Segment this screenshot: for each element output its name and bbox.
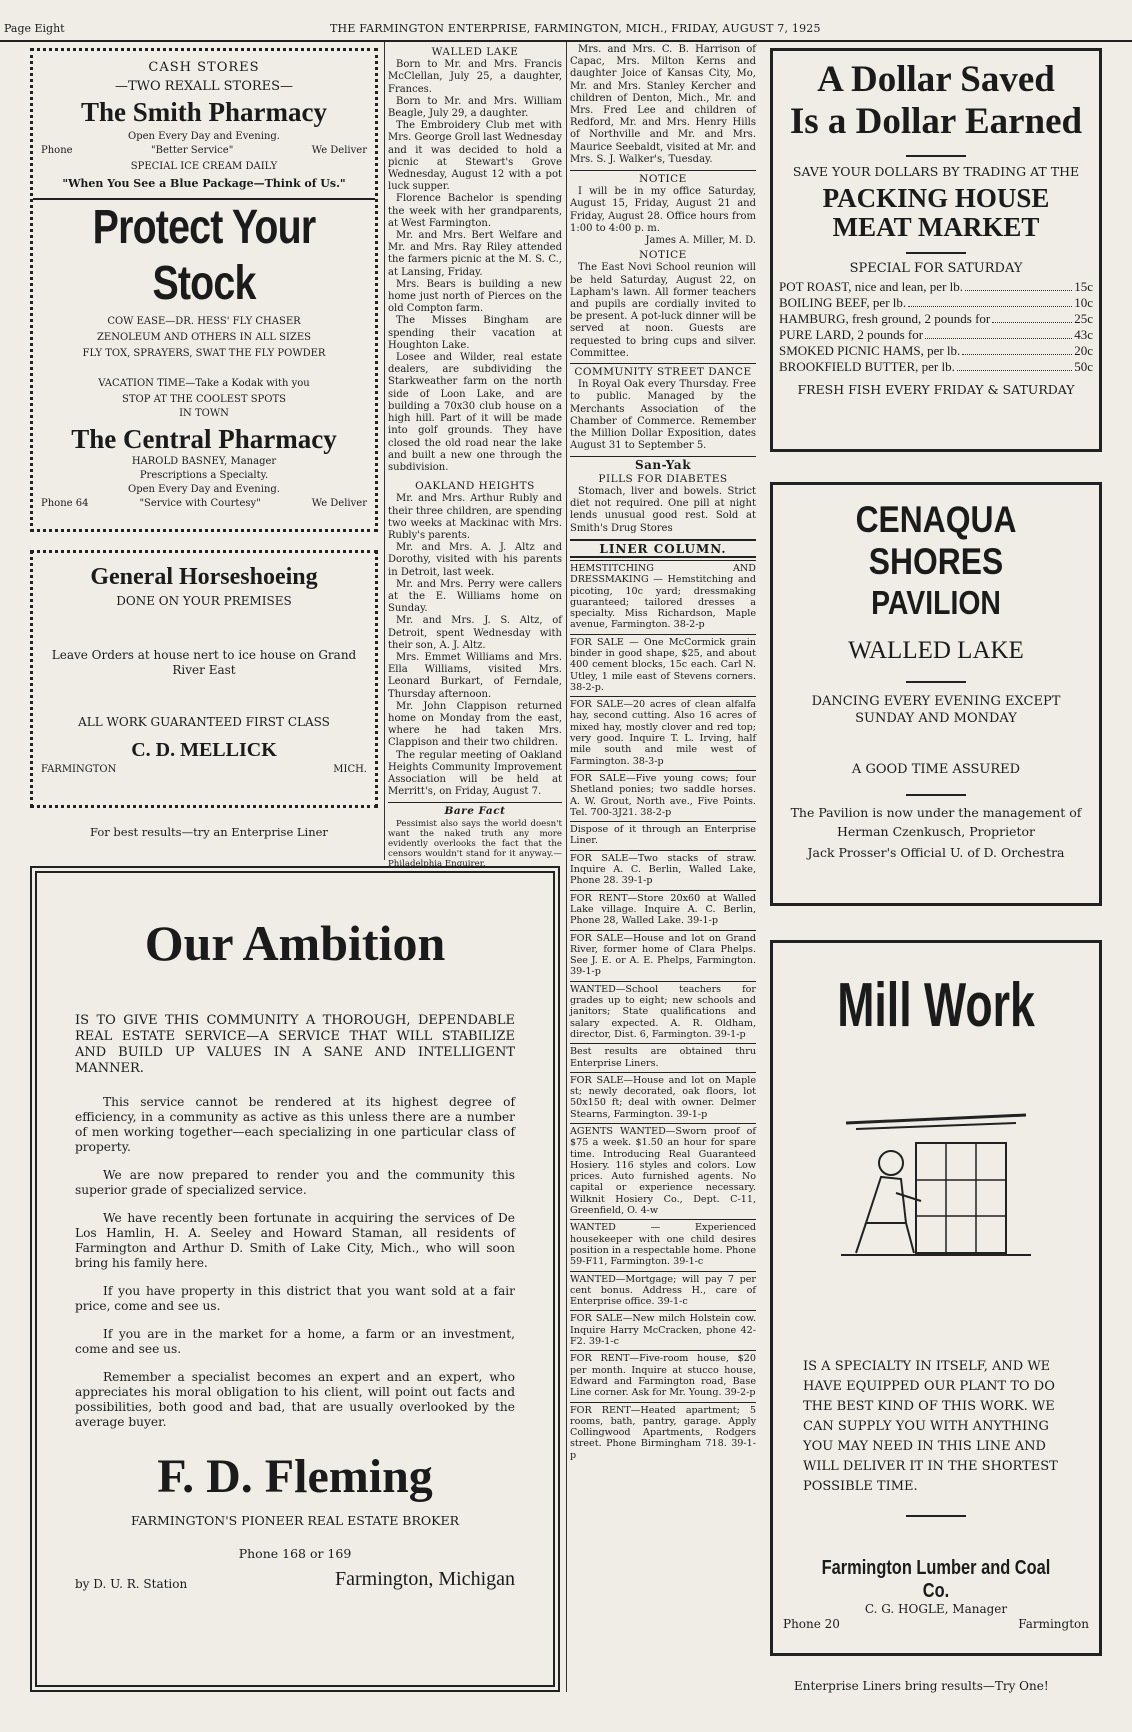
central-line3: FLY TOX, SPRAYERS, SWAT THE FLY POWDER <box>82 348 326 359</box>
price-item-name: BROOKFIELD BUTTER, per lb. <box>779 359 955 374</box>
central-line1: COW EASE—DR. HESS' FLY CHASER <box>107 316 301 327</box>
mellick-city: FARMINGTON <box>41 764 117 775</box>
management: The Pavilion is now under the management of <box>790 805 1082 820</box>
smith-special: SPECIAL ICE CREAM DAILY <box>130 161 278 172</box>
smith-slogan: "When You See a Blue Package—Think of Us." <box>62 177 346 190</box>
smith-service-row <box>41 145 367 157</box>
liner-ad: AGENTS WANTED—Sworn proof of $75 a week. $1.50 an hour for spare time. Introducing Real Guaranteed Hosiery. 116 styles and colors. Low prices. Auto furnished agents. No capital or experience necessary. Wilknit Hosiery Co., Dept. C-11, Greenfield, O. 4-w <box>570 1123 756 1219</box>
mellick-state: MICH. <box>333 764 367 775</box>
pioneer-broker: FARMINGTON'S PIONEER REAL ESTATE BROKER <box>130 1513 460 1528</box>
oakland-para: Mr. John Clappison returned home on Monday from the east, where he had taken Mrs. Clappison and their two children. <box>388 700 562 749</box>
cenaqua-pavilion-ad <box>770 482 1102 906</box>
central-open: Open Every Day and Evening. <box>128 484 280 495</box>
fleming-city: Farmington, Michigan <box>335 1568 515 1590</box>
ambition-paragraph: We have recently been fortunate in acquiring the services of De Los Hamlin, H. A. Seeley and Howard Staman, all residents of Farmington and Arthur D. Smith of Lake City, Mich., who will soon bring his family here. <box>75 1211 515 1270</box>
oakland-heights-head: OAKLAND HEIGHTS <box>415 480 535 493</box>
smith-phone: Phone <box>41 145 73 156</box>
pavilion: PAVILION <box>871 584 1001 621</box>
price-item-name: PURE LARD, 2 pounds for <box>779 327 924 342</box>
best-results: For best results—try an Enterprise Liner <box>90 825 328 839</box>
ambition-paragraph: If you are in the market for a home, a farm or an investment, come and see us. <box>75 1327 515 1356</box>
price-item-name: BOILING BEEF, per lb. <box>779 295 907 310</box>
horseshoeing-sub: DONE ON YOUR PREMISES <box>116 594 292 608</box>
carpenter-illustration-icon <box>836 1103 1036 1273</box>
price-item-price: 20c <box>1074 343 1093 358</box>
fleming-footer <box>75 1568 515 1591</box>
harrison-item: Mrs. and Mrs. C. B. Harrison of Capac, Mrs. Milton Kerns and daughter Joice of Kansas City, Mo, Mr. and Mrs. Stanley Kercher and children of Denton, Mich., Mr. and Mrs. Fred Lee and children of Redford, Mr. and Mrs. Henry Hills of Northville and Mr. and Mrs. Maurice Seebaldt, visited at Mr. and Mrs. S. J. Walker's, Tuesday. <box>570 44 756 165</box>
price-item-name: HAMBURG, fresh ground, 2 pounds for <box>779 311 991 326</box>
ambition-paragraph: If you have property in this district that you want sold at a fair price, come and see us. <box>75 1284 515 1313</box>
smith-deliver: We Deliver <box>311 145 367 156</box>
walled-para: Born to Mr. and Mrs. Francis McClellan, July 25, a daughter, Frances. <box>388 59 562 95</box>
real-estate-ad <box>30 866 560 1692</box>
oakland-para: Mr. and Mrs. A. J. Altz and Dorothy, visited with his parents in Detroit, last week. <box>388 542 562 578</box>
column-rule <box>384 42 385 860</box>
dur-station: by D. U. R. Station <box>75 1577 188 1591</box>
dance-head: COMMUNITY STREET DANCE <box>574 366 752 379</box>
liner-ad: FOR RENT—Heated apartment; 5 rooms, bath, pantry, garage. Apply Collingwood Apartments, Rodgers street. Phone Birmingham 718. 39-1-p <box>570 1402 756 1464</box>
meat-market: MEAT MARKET <box>832 212 1040 242</box>
masthead <box>0 22 1132 38</box>
price-item-price: 25c <box>1074 311 1093 326</box>
lumber-company: Farmington Lumber and Coal Co. <box>821 1557 1051 1602</box>
ambition-paragraph: We are now prepared to render you and the community this superior grade of specialized service. <box>75 1168 515 1197</box>
liner-list <box>570 560 756 1464</box>
walled-para: The Misses Bingham are spending their vacation at Houghton Lake. <box>388 315 562 351</box>
good-time: A GOOD TIME ASSURED <box>851 762 1021 777</box>
price-list <box>779 279 1093 375</box>
notice1-text: I will be in my office Saturday, August 15, Friday, August 21 and Friday, August 28. Office hours from 1:00 to 4:00 p. m. <box>570 186 756 234</box>
price-item-price: 15c <box>1074 279 1093 294</box>
price-item-price: 50c <box>1074 359 1093 374</box>
bare-fact-text: Pessimist also says the world doesn't want the naked truth any more evidently overlooks the fact that the censors wouldn't stand for it anyway.—Philadelphia Enquirer. <box>388 818 562 869</box>
liner-ad: Dispose of it through an Enterprise Liner. <box>570 821 756 850</box>
walled-para: Mr. and Mrs. Bert Welfare and Mr. and Mrs. Ray Riley attended the farmers picnic at the M. S. C., at Lansing, Friday. <box>388 230 562 278</box>
mellick-name: C. D. MELLICK <box>131 739 277 761</box>
price-row <box>779 295 1093 311</box>
oakland-para: Mr. and Mrs. J. S. Altz, of Detroit, spent Wednesday with their son, A. J. Altz. <box>388 615 562 651</box>
horseshoeing-leave: Leave Orders at house nert to ice house on Grand River East <box>51 648 357 677</box>
price-item-price: 10c <box>1074 295 1093 310</box>
bare-fact-head: Bare Fact <box>444 805 506 818</box>
fleming-phone: Phone 168 or 169 <box>238 1546 352 1561</box>
horseshoeing-ad <box>30 550 378 808</box>
walled-lake-head: WALLED LAKE <box>431 46 519 58</box>
lumber-phone: Phone 20 <box>783 1617 840 1631</box>
lumber-footer <box>783 1618 1089 1631</box>
mill-work-text: IS A SPECIALTY IN ITSELF, AND WE HAVE EQUIPPED OUR PLANT TO DO THE BEST KIND OF THIS WORK. WE CAN SUPPLY YOU WITH ANYTHING YOU MAY NEED IN THIS LINE AND WILL DELIVER IT IN THE SHORTEST POSSIBLE TIME. <box>803 1359 1058 1494</box>
rexall-stores: —TWO REXALL STORES— <box>114 79 294 94</box>
price-item-name: POT ROAST, nice and lean, per lb. <box>779 279 964 294</box>
cenaqua-shores: CENAQUA SHORES <box>855 499 1017 582</box>
central-phone: Phone 64 <box>41 498 89 509</box>
walled-para: Born to Mr. and Mrs. William Beagle, July 29, a daughter. <box>388 95 562 120</box>
liner-ad: FOR RENT—Five-room house, $20 per month. Inquire at stucco house, Edward and Farmington road, Base Line corner. Ask for Mr. Young. 39-2-p <box>570 1350 756 1401</box>
hogle-manager: C. G. HOGLE, Manager <box>864 1602 1008 1616</box>
protect-your-stock: Protect Your Stock <box>92 201 316 310</box>
ambition-paragraph: This service cannot be rendered at its highest degree of efficiency, in a community as active as this unless there are a number of men working together—each specializing in one particular class of property. <box>75 1095 515 1154</box>
mellick-address <box>41 764 367 776</box>
oakland-para: Mrs. Emmet Williams and Mrs. Ella Williams, visited Mrs. Leonard Burkart, of Ferndale, Thursday afternoon. <box>388 651 562 700</box>
meat-market-ad <box>770 48 1102 452</box>
central-line5: STOP AT THE COOLEST SPOTS <box>121 394 286 405</box>
central-service: "Service with Courtesy" <box>139 498 261 509</box>
central-pharmacy-name: The Central Pharmacy <box>71 424 337 454</box>
price-item-name: SMOKED PICNIC HAMS, per lb. <box>779 343 961 358</box>
walled-para: Mrs. Bears is building a new home just north of Pierces on the old Compton farm. <box>388 278 562 315</box>
sanyak-head: San-Yak <box>634 457 692 472</box>
ambition-paragraph: Remember a specialist becomes an expert and an expert, who appreciates his moral obligation to his client, will point out facts and possibilities, both good and bad, that are usually overlooked by the average buyer. <box>75 1370 515 1429</box>
liner-ad: FOR SALE—New milch Holstein cow. Inquire Harry McCracken, phone 42-F2. 39-1-c <box>570 1310 756 1350</box>
liner-ad: FOR SALE—Five young cows; four Shetland ponies; two saddle horses. A. W. Grout, North ave., Five Points. Tel. 700-3J21. 38-2-p <box>570 770 756 821</box>
price-row <box>779 311 1093 327</box>
smith-service: "Better Service" <box>151 145 234 156</box>
notice1-head: NOTICE <box>639 173 687 186</box>
lumber-city: Farmington <box>1018 1617 1089 1631</box>
central-service-row <box>41 498 367 510</box>
notice1-signature: James A. Miller, M. D. <box>645 235 756 247</box>
cash-stores: CASH STORES <box>148 60 260 75</box>
pharmacy-ad <box>30 48 378 532</box>
horseshoeing-guarantee: ALL WORK GUARANTEED FIRST CLASS <box>78 715 330 729</box>
liner-column-head: LINER COLUMN. <box>599 541 727 556</box>
liner-ad: HEMSTITCHING AND DRESSMAKING — Hemstitching and picoting, 10c yard; dressmaking guaranteed; tailored dresses a specialty. Miss Richardson, Maple avenue, Farmington. 38-2-p <box>570 560 756 634</box>
price-row <box>779 279 1093 295</box>
walled-para: The Embroidery Club met with Mrs. George Groll last Wednesday and it was decided to hold a picnic at Stewart's Grove Wednesday, August 12 with a pot luck supper. <box>388 120 562 193</box>
price-row <box>779 343 1093 359</box>
walled-para: Florence Bachelor is spending the week with her grandparents, at West Farmington. <box>388 193 562 229</box>
dollar-earned: Is a Dollar Earned <box>789 101 1083 142</box>
fleming-name: F. D. Fleming <box>157 1450 433 1503</box>
save-dollars: SAVE YOUR DOLLARS BY TRADING AT THE <box>792 164 1080 179</box>
notice2-text: The East Novi School reunion will be held Saturday, August 22, on Lapham's lawn. All former teachers and pupils are cordially invited to be present. A pot-luck dinner will be served at noon. Guests are requested to bring cups and silver. Committee. <box>570 262 756 359</box>
news-column-3 <box>570 44 756 1692</box>
smith-pharmacy-name: The Smith Pharmacy <box>81 97 327 127</box>
ambition-body <box>75 1095 515 1430</box>
central-line6: IN TOWN <box>179 408 229 419</box>
dance-text: In Royal Oak every Thursday. Free to public. Managed by the Merchants Association of the Chamber of Commerce. Remember the Million Dollar Exposition, dates August 31 to September 5. <box>570 379 756 452</box>
sanyak-text: Stomach, liver and bowels. Strict diet not required. One pill at night lends unusual good rest. Sold at Smith's Drug Stores <box>570 485 756 534</box>
newspaper-title: THE FARMINGTON ENTERPRISE, FARMINGTON, MICH., FRIDAY, AUGUST 7, 1925 <box>330 22 821 35</box>
mill-work-ad <box>770 940 1102 1656</box>
liner-ad: WANTED—School teachers for grades up to eight; new schools and janitors; State qualifications and salary expected. A. R. Oldham, director, Dist. 6, Farmington. 39-1-p <box>570 981 756 1043</box>
liner-ad: WANTED — Experienced housekeeper with one child desires position in a respectable home. Phone 59-F11, Farmington. 39-1-c <box>570 1219 756 1270</box>
liner-ad: FOR RENT—Store 20x60 at Walled Lake village. Inquire A. C. Berlin, Phone 28, Walled Lake. 39-1-p <box>570 890 756 930</box>
walled-lake-title: WALLED LAKE <box>848 637 1024 664</box>
oakland-para: Mr. and Mrs. Arthur Rubly and their three children, are spending two weeks at Mackinac with Mrs. Rubly's parents. <box>388 493 562 541</box>
ambition-lead: IS TO GIVE THIS COMMUNITY A THOROUGH, DEPENDABLE REAL ESTATE SERVICE—A SERVICE THAT WILL STABILIZE AND BUILD UP VALUES IN A SANE AND INTELLIGENT MANNER. <box>75 1013 515 1076</box>
liner-ad: FOR SALE—House and lot on Grand River, former home of Clara Phelps. See J. E. or A. E. Phelps, Farmington. 39-1-p <box>570 930 756 981</box>
sanyak-sub: PILLS FOR DIABETES <box>598 472 728 485</box>
packing-house: PACKING HOUSE <box>822 183 1050 213</box>
liner-ad: WANTED—Mortgage; will pay 7 per cent bonus. Address H., care of Enterprise office. 39-1-c <box>570 1271 756 1311</box>
oakland-para: The regular meeting of Oakland Heights Community Improvement Association will be held at Merritt's, on Friday, August 7. <box>388 749 562 798</box>
dollar-saved: A Dollar Saved <box>817 59 1055 100</box>
liner-ad: FOR SALE — One McCormick grain binder in good shape, $25, and about 400 cement blocks, 15c each. Carl N. Utley, 1 mile east of Stevens corners. 38-2-p. <box>570 634 756 696</box>
liner-ad: FOR SALE—House and lot on Maple st; newly decorated, oak floors, lot 50x150 ft; deal with owner. Delmer Stearns, Farmington. 39-1-p <box>570 1072 756 1123</box>
central-deliver: We Deliver <box>311 498 367 509</box>
proprietor: Herman Czenkusch, Proprietor <box>836 824 1036 839</box>
page-number: Page Eight <box>4 22 65 35</box>
liner-ad: Best results are obtained thru Enterprise Liners. <box>570 1043 756 1072</box>
oakland-para: Mr. and Mrs. Perry were callers at the E. Williams home on Sunday. <box>388 578 562 615</box>
price-item-price: 43c <box>1074 327 1093 342</box>
walled-para: Losee and Wilder, real estate dealers, are subdividing the Starkweather farm on the north side of Loon Lake, and are building a 70x30 club house on a high hill. Part of it will be made into golf grounds. They have closed the old road near the lake and built a new one through the subdivision. <box>388 352 562 473</box>
smith-open: Open Every Day and Evening. <box>128 131 280 142</box>
price-row <box>779 359 1093 375</box>
special-saturday: SPECIAL FOR SATURDAY <box>849 261 1023 276</box>
liner-ad: FOR SALE—20 acres of clean alfalfa hay, second cutting. Also 16 acres of mixed hay, mostly clover and red top; very good. Inquire T. L. Irving, half mile south and mile west of Farmington. 38-3-p <box>570 696 756 770</box>
central-line2: ZENOLEUM AND OTHERS IN ALL SIZES <box>96 332 312 343</box>
orchestra: Jack Prosser's Official U. of D. Orchestra <box>807 845 1065 860</box>
liner-ad: FOR SALE—Two stacks of straw. Inquire A. C. Berlin, Walled Lake, Phone 28. 39-1-p <box>570 850 756 890</box>
dancing: DANCING EVERY EVENING EXCEPT <box>811 694 1061 709</box>
our-ambition: Our Ambition <box>144 915 446 971</box>
horseshoeing-title: General Horseshoeing <box>90 564 318 590</box>
notice2-head: NOTICE <box>639 249 687 262</box>
price-row <box>779 327 1093 343</box>
central-manager: HAROLD BASNEY, Manager <box>131 456 277 467</box>
news-column-2 <box>388 44 562 869</box>
sunday-monday: SUNDAY AND MONDAY <box>855 711 1017 726</box>
fresh-fish: FRESH FISH EVERY FRIDAY & SATURDAY <box>797 382 1075 397</box>
mill-work-title: Mill Work <box>837 971 1035 1040</box>
column-rule <box>566 42 567 1692</box>
central-line4: VACATION TIME—Take a Kodak with you <box>98 378 310 389</box>
liners-tagline: Enterprise Liners bring results—Try One! <box>794 1679 1049 1693</box>
central-rx: Prescriptions a Specialty. <box>139 470 269 481</box>
